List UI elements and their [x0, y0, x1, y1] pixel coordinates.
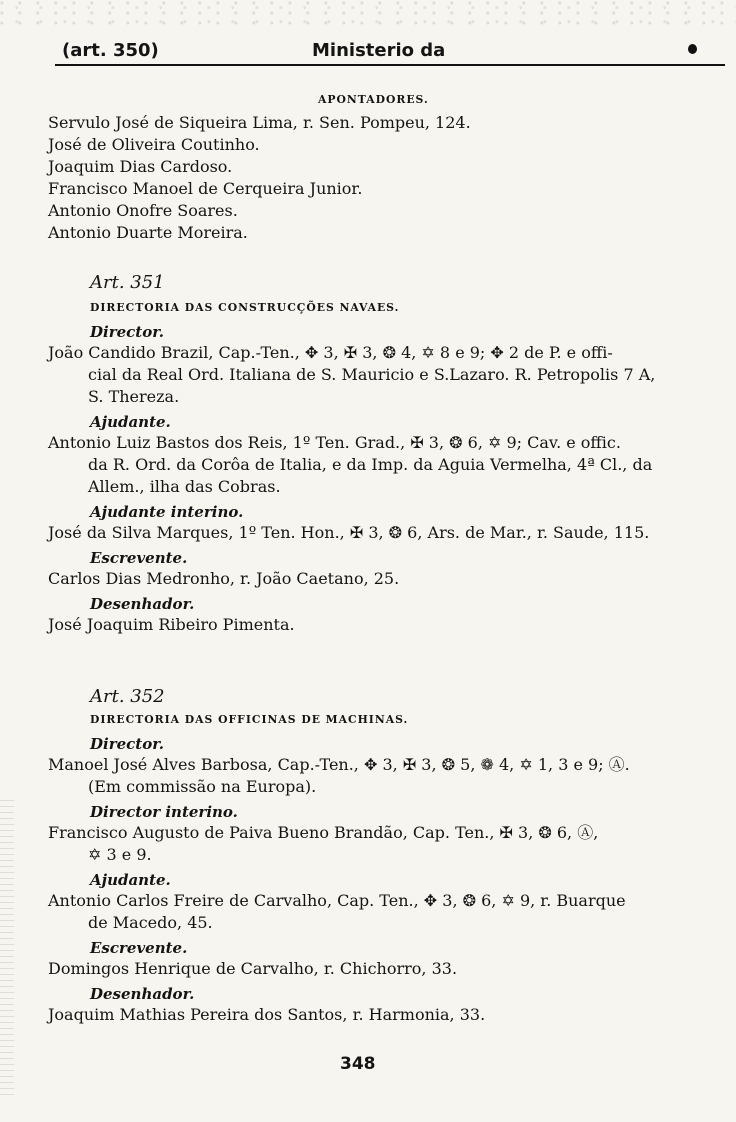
role-desenhador: Desenhador. — [90, 985, 195, 1003]
list-item: Antonio Duarte Moreira. — [48, 223, 248, 242]
header-title: Ministerio da — [312, 40, 446, 61]
page-header — [62, 38, 697, 64]
list-item: Antonio Onofre Soares. — [48, 201, 238, 220]
entry-line: Francisco Augusto de Paiva Bueno Brandão, Cap. Ten., ✠ 3, ❂ 6, Ⓐ, — [48, 823, 599, 842]
article-heading: DIRECTORIA DAS CONSTRUCÇÕES NAVAES. — [90, 301, 400, 314]
role-escrevente: Escrevente. — [90, 549, 188, 567]
list-item: Servulo José de Siqueira Lima, r. Sen. Pompeu, 124. — [48, 113, 471, 132]
role-ajudante: Ajudante. — [90, 413, 171, 431]
entry-line: Domingos Henrique de Carvalho, r. Chichorro, 33. — [48, 959, 458, 978]
role-director-interino: Director interino. — [90, 803, 238, 821]
entry-line: Antonio Luiz Bastos dos Reis, 1º Ten. Grad., ✠ 3, ❂ 6, ✡ 9; Cav. e offic. — [48, 433, 621, 452]
entry-line: (Em commissão na Europa). — [88, 777, 317, 796]
entry-line: Joaquim Mathias Pereira dos Santos, r. Harmonia, 33. — [48, 1005, 486, 1024]
entry-line: José da Silva Marques, 1º Ten. Hon., ✠ 3, ❂ 6, Ars. de Mar., r. Saude, 115. — [48, 523, 650, 542]
header-rule — [55, 64, 725, 66]
list-item: Francisco Manoel de Cerqueira Junior. — [48, 179, 363, 198]
role-desenhador: Desenhador. — [90, 595, 195, 613]
entry-line: Carlos Dias Medronho, r. João Caetano, 25. — [48, 569, 400, 588]
role-escrevente: Escrevente. — [90, 939, 188, 957]
entry-line: Allem., ilha das Cobras. — [88, 477, 281, 496]
scan-noise-top — [0, 0, 736, 30]
entry-line: ✡ 3 e 9. — [88, 845, 152, 864]
section-apontadores — [48, 92, 698, 244]
header-article-ref: (art. 350) — [62, 40, 159, 61]
role-ajudante: Ajudante. — [90, 871, 171, 889]
role-director: Director. — [90, 323, 164, 341]
article-heading: DIRECTORIA DAS OFFICINAS DE MACHINAS. — [90, 713, 409, 726]
page-number: 348 — [340, 1054, 376, 1074]
entry-line: cial da Real Ord. Italiana de S. Mauricio e S.Lazaro. R. Petropolis 7 A, — [88, 365, 656, 384]
entry-line: José Joaquim Ribeiro Pimenta. — [48, 615, 295, 634]
entry-line: S. Thereza. — [88, 387, 180, 406]
article-number: Art. 352 — [90, 686, 165, 707]
list-item: José de Oliveira Coutinho. — [48, 135, 260, 154]
role-ajudante-interino: Ajudante interino. — [90, 503, 244, 521]
article-352 — [48, 686, 698, 1026]
article-number: Art. 351 — [90, 272, 165, 293]
list-item: Joaquim Dias Cardoso. — [48, 157, 233, 176]
role-director: Director. — [90, 735, 164, 753]
header-ink-dot — [688, 44, 697, 54]
entry-line: Antonio Carlos Freire de Carvalho, Cap. Ten., ✥ 3, ❂ 6, ✡ 9, r. Buarque — [48, 891, 626, 910]
entry-line: Manoel José Alves Barbosa, Cap.-Ten., ✥ 3, ✠ 3, ❂ 5, ❁ 4, ✡ 1, 3 e 9; Ⓐ. — [48, 755, 630, 774]
scan-noise-left — [0, 800, 14, 1100]
section-title: APONTADORES. — [318, 93, 429, 106]
entry-line: João Candido Brazil, Cap.-Ten., ✥ 3, ✠ 3, ❂ 4, ✡ 8 e 9; ✥ 2 de P. e offi- — [48, 343, 613, 362]
entry-line: de Macedo, 45. — [88, 913, 213, 932]
article-351 — [48, 272, 698, 636]
entry-line: da R. Ord. da Corôa de Italia, e da Imp. da Aguia Vermelha, 4ª Cl., da — [88, 455, 653, 474]
